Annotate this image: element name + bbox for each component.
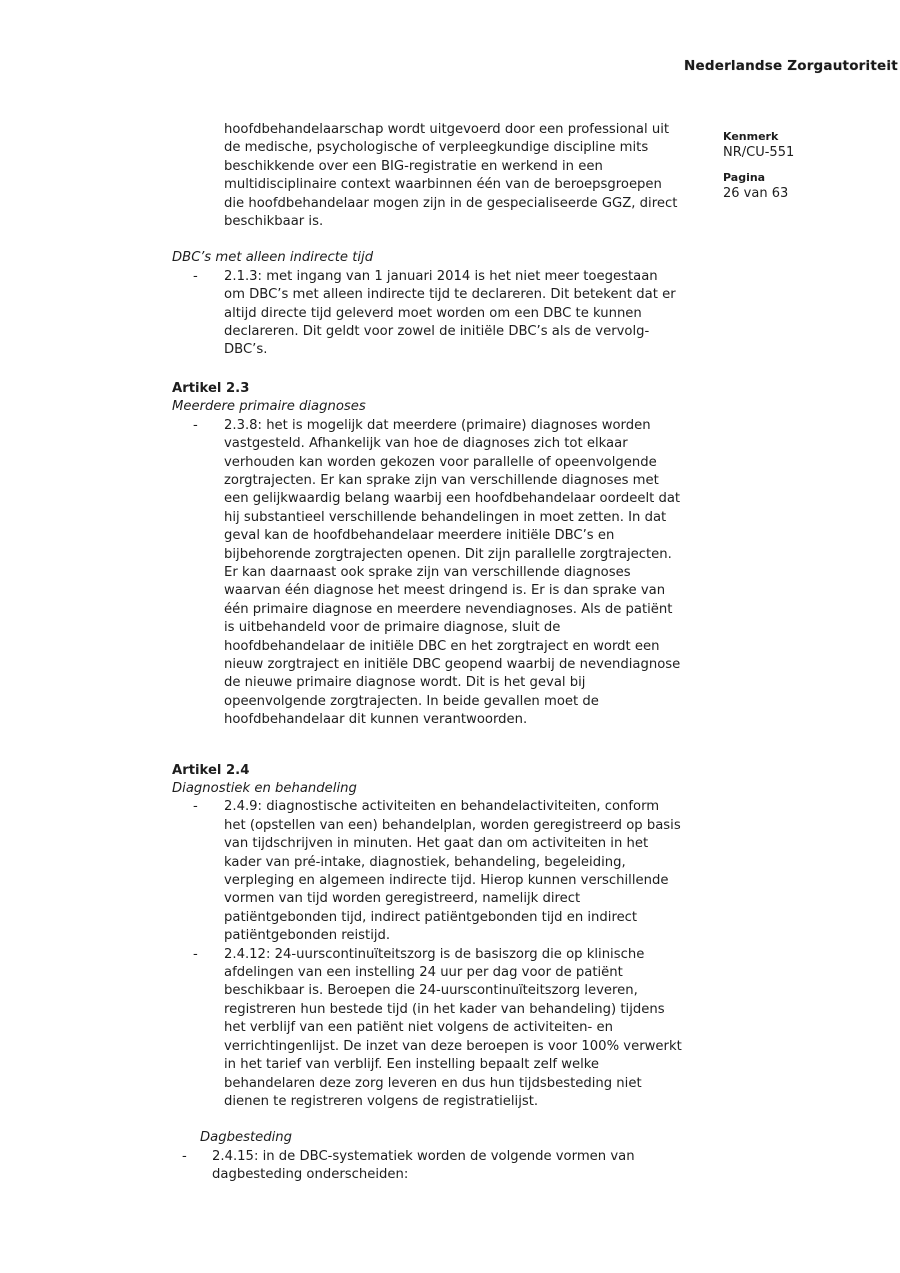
page-meta-sidebar — [723, 129, 883, 202]
pagina-group — [723, 170, 883, 202]
bullet-dash: - — [182, 1148, 187, 1164]
bullet-text: 2.1.3: met ingang van 1 januari 2014 is het niet meer toegestaan om DBC’s met alleen indirecte tijd te declareren. Dit betekent dat er altijd directe tijd geleverd moet worden om een DBC te kunnen declareren. Dit geldt voor zowel de initiële DBC’s als de vervolg-DBC’s. — [224, 268, 676, 358]
subheading-meerdere-primaire-diagnoses: Meerdere primaire diagnoses — [172, 399, 366, 415]
bullet-text: 2.4.15: in de DBC-systematiek worden de volgende vormen van dagbesteding onderscheiden: — [212, 1148, 635, 1183]
bullet-dash: - — [193, 946, 198, 962]
dagbesteding-block — [172, 1129, 682, 1184]
intro-paragraph: hoofdbehandelaarschap wordt uitgevoerd door een professional uit de medische, psychologische of verpleegkundige discipline mits beschikkende over een BIG-registratie en werkend in een multidisciplinaire context waarbinnen één van de beroepsgroepen die hoofdbehandelaar mogen zijn in de gespecialiseerde GGZ, direct beschikbaar is. — [224, 122, 678, 230]
bullet-text: 2.4.12: 24-uurscontinuïteitszorg is de basiszorg die op klinische afdelingen van een instelling 24 uur per dag voor de patiënt beschikbaar is. Beroepen die 24-uurscontinuïteitszorg leveren, registreren hun bestede tijd (in het kader van behandeling) tijdens het verblijf van een patiënt niet volgens de activiteiten- en verrichtingenlijst. De inzet van deze beroepen is voor 100% verwerkt in het tarief van verblijf. Een instelling bepaalt zelf welke behandelaren deze zorg leveren en dus hun tijdsbesteding niet dienen te registreren volgens de registratielijst. — [224, 946, 682, 1109]
bullet-dash: - — [193, 799, 198, 815]
kenmerk-label: Kenmerk — [723, 130, 779, 143]
heading-artikel-2-3: Artikel 2.3 — [172, 380, 250, 396]
nza-logo: Nederlandse Zorgautoriteit — [684, 58, 898, 74]
bullet-item-2-4-12 — [172, 946, 682, 1112]
pagina-value: 26 van 63 — [723, 186, 789, 201]
bullet-item-2-4-9 — [172, 798, 682, 945]
kenmerk-group — [723, 129, 883, 161]
bullet-dash: - — [193, 268, 198, 284]
document-body — [172, 121, 682, 1185]
bullet-dash: - — [193, 417, 198, 433]
bullet-text: 2.4.9: diagnostische activiteiten en behandelactiviteiten, conform het (opstellen van een) behandelplan, worden geregistreerd op basis van tijdschrijven in minuten. Het gaat dan om activiteiten in het kader van pré-intake, diagnostiek, behandeling, begeleiding, verpleging en algemeen indirecte tijd. Hierop kunnen verschillende vormen van tijd worden geregistreerd, namelijk direct patiëntgebonden tijd, indirect patiëntgebonden tijd en indirect patiëntgebonden reistijd. — [224, 799, 681, 944]
subheading-diagnostiek-en-behandeling: Diagnostiek en behandeling — [172, 781, 357, 796]
bullet-item-2-1-3 — [172, 268, 682, 360]
subheading-dagbesteding: Dagbesteding — [200, 1130, 293, 1146]
pagina-label: Pagina — [723, 171, 766, 184]
bullet-item-2-4-15 — [172, 1148, 682, 1185]
bullet-text: 2.3.8: het is mogelijk dat meerdere (primaire) diagnoses worden vastgesteld. Afhankelijk van hoe de diagnoses zich tot elkaar verhouden kan worden gekozen voor parallelle of opeenvolgende zorgtrajecten. Er kan sprake zijn van verschillende diagnoses met een gelijkwaardig belang waarbij een hoofdbehandelaar oordeelt dat hij substantieel verschillende behandelingen in moet zetten. In dat geval kan de hoofdbehandelaar meerdere initiële DBC’s en bijbehorende zorgtrajecten openen. Dit zijn parallelle zorgtrajecten. Er kan daarnaast ook sprake zijn van verschillende diagnoses waarvan één diagnose het meest dringend is. Er is dan sprake van één primaire diagnose en meerdere nevendiagnoses. Als de patiënt is uitbehandeld voor de primaire diagnose, sluit de hoofdbehandelaar de initiële DBC en het zorgtraject en wordt een nieuw zorgtraject en initiële DBC geopend waarbij de nevendiagnose de nieuwe primaire diagnose wordt. Dit is het geval bij opeenvolgende zorgtrajecten. In beide gevallen moet de hoofdbehandelaar dit kunnen verantwoorden. — [224, 417, 681, 728]
heading-artikel-2-4: Artikel 2.4 — [172, 762, 250, 778]
kenmerk-value: NR/CU-551 — [723, 145, 795, 160]
bullet-item-2-3-8 — [172, 417, 682, 730]
heading-dbc-indirecte-tijd: DBC’s met alleen indirecte tijd — [172, 250, 374, 266]
